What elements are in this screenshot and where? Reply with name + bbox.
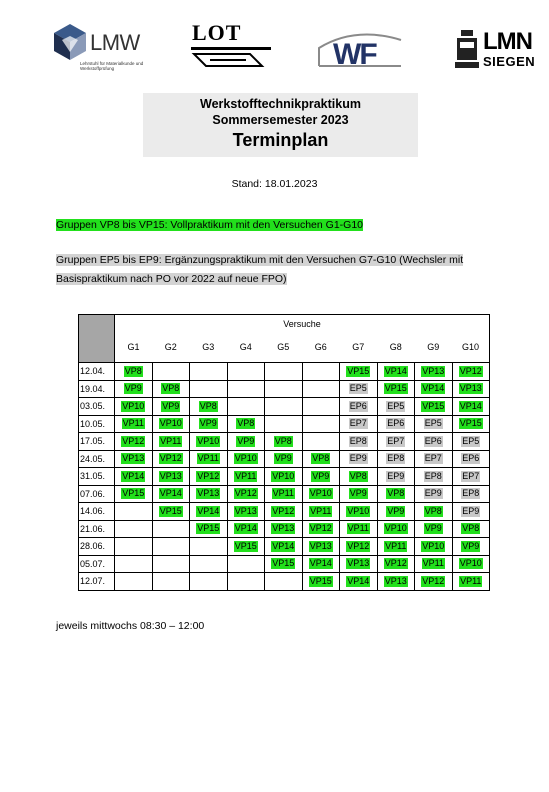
row-date: 03.05. [79, 398, 115, 416]
table-cell [377, 398, 415, 416]
ep-group-label: EP9 [462, 505, 480, 516]
vp-group-label: VP15 [159, 505, 182, 516]
ergaenzungspraktikum-text: Gruppen EP5 bis EP9: Ergänzungspraktikum mit den Versuchen G7-G10 (Wechsler mit Basispraktikum nach PO vor 2022 auf neue FPO) [56, 254, 464, 285]
group-header-g7: G7 [340, 332, 378, 363]
table-cell [340, 520, 378, 538]
group-header-g2: G2 [152, 332, 190, 363]
vp-group-label: VP12 [122, 435, 145, 446]
table-cell [377, 503, 415, 521]
vp-group-label: VP14 [159, 488, 182, 499]
group-header-g3: G3 [190, 332, 228, 363]
row-date: 24.05. [79, 450, 115, 468]
table-cell [227, 520, 265, 538]
table-cell [115, 398, 153, 416]
vp-group-label: VP14 [309, 558, 332, 569]
table-cell [152, 398, 190, 416]
group-header-g5: G5 [265, 332, 303, 363]
ep-group-label: EP5 [349, 383, 367, 394]
vp-group-label: VP12 [159, 453, 182, 464]
table-row [79, 415, 490, 433]
table-cell [377, 555, 415, 573]
vp-group-label: VP12 [384, 558, 407, 569]
vp-group-label: VP13 [122, 453, 145, 464]
lmn-logo-subtext: SIEGEN [483, 54, 536, 69]
table-cell [227, 380, 265, 398]
lwf-logo [315, 28, 405, 73]
page-title: Terminplan [232, 130, 329, 150]
vp-group-label: VP13 [197, 488, 220, 499]
vp-group-label: VP8 [462, 523, 480, 534]
table-cell [340, 433, 378, 451]
vp-group-label: VP8 [312, 453, 330, 464]
table-cell [190, 520, 228, 538]
vp-group-label: VP13 [309, 540, 332, 551]
lwf-logo-text: WF [333, 38, 376, 71]
ep-group-label: EP7 [349, 418, 367, 429]
vp-group-label: VP10 [272, 470, 295, 481]
table-cell [115, 450, 153, 468]
vp-group-label: VP12 [422, 575, 445, 586]
group-header-row [79, 332, 490, 363]
table-cell [227, 573, 265, 591]
vp-group-label: VP13 [347, 558, 370, 569]
vp-group-label: VP15 [234, 540, 257, 551]
vp-group-label: VP9 [424, 523, 442, 534]
vp-group-label: VP11 [197, 453, 219, 464]
lmn-logo-text: LMN [483, 28, 532, 55]
group-header-g10: G10 [452, 332, 490, 363]
table-cell [265, 468, 303, 486]
table-cell [452, 468, 490, 486]
vp-group-label: VP14 [347, 575, 370, 586]
ep-group-label: EP7 [387, 435, 405, 446]
table-cell [152, 468, 190, 486]
row-date: 17.05. [79, 433, 115, 451]
table-cell [115, 555, 153, 573]
row-date: 28.06. [79, 538, 115, 556]
table-cell [265, 363, 303, 381]
table-row [79, 363, 490, 381]
table-cell [152, 433, 190, 451]
table-cell [190, 468, 228, 486]
table-cell [377, 380, 415, 398]
vp-group-label: VP11 [347, 523, 369, 534]
vp-group-label: VP10 [122, 400, 145, 411]
table-cell [190, 398, 228, 416]
table-cell [227, 433, 265, 451]
table-cell [415, 555, 453, 573]
table-cell [265, 520, 303, 538]
table-cell [152, 415, 190, 433]
table-cell [415, 415, 453, 433]
vp-group-label: VP9 [312, 470, 330, 481]
ep-group-label: EP7 [424, 453, 442, 464]
title-line-1: Werkstofftechnikpraktikum [200, 97, 361, 111]
group-header-g9: G9 [415, 332, 453, 363]
vp-group-label: VP15 [459, 418, 482, 429]
table-cell [415, 503, 453, 521]
table-cell [227, 468, 265, 486]
table-cell [265, 415, 303, 433]
ep-group-label: EP7 [462, 470, 480, 481]
table-cell [302, 415, 340, 433]
lmw-logo [52, 22, 162, 82]
table-cell [415, 363, 453, 381]
title-block [143, 93, 418, 157]
lmn-machine-icon [455, 30, 479, 70]
lot-logo [190, 22, 272, 70]
table-cell [302, 450, 340, 468]
vp-group-label: VP9 [462, 540, 480, 551]
table-cell [302, 398, 340, 416]
table-cell [227, 398, 265, 416]
table-cell [152, 538, 190, 556]
row-date: 31.05. [79, 468, 115, 486]
vp-group-label: VP10 [347, 505, 370, 516]
group-header-g8: G8 [377, 332, 415, 363]
table-cell [415, 468, 453, 486]
vp-group-label: VP14 [234, 523, 257, 534]
table-row [79, 468, 490, 486]
vp-group-label: VP10 [159, 418, 182, 429]
table-cell [265, 503, 303, 521]
table-cell [302, 433, 340, 451]
table-cell [227, 538, 265, 556]
vp-group-label: VP8 [387, 488, 405, 499]
table-row [79, 485, 490, 503]
table-cell [265, 398, 303, 416]
vp-group-label: VP10 [422, 540, 445, 551]
lmw-logo-subtitle: Lehrstuhl für Materialkunde und Werkstoffprüfung [80, 61, 144, 71]
table-row [79, 450, 490, 468]
vp-group-label: VP8 [274, 435, 292, 446]
vp-group-label: VP11 [235, 470, 257, 481]
vp-group-label: VP15 [122, 488, 145, 499]
table-cell [340, 415, 378, 433]
title-line-2: Sommersemester 2023 [212, 113, 349, 127]
vp-group-label: VP10 [234, 453, 257, 464]
vp-group-label: VP8 [424, 505, 442, 516]
vp-group-label: VP13 [234, 505, 257, 516]
vp-group-label: VP14 [384, 365, 407, 376]
table-cell [452, 380, 490, 398]
table-cell [190, 503, 228, 521]
ep-group-label: EP6 [462, 453, 480, 464]
table-cell [227, 485, 265, 503]
table-cell [115, 380, 153, 398]
table-cell [415, 450, 453, 468]
table-cell [265, 573, 303, 591]
vp-group-label: VP13 [159, 470, 182, 481]
table-cell [152, 503, 190, 521]
vp-group-label: VP10 [384, 523, 407, 534]
table-row [79, 380, 490, 398]
row-date: 07.06. [79, 485, 115, 503]
table-corner [79, 315, 115, 363]
schedule-body [79, 363, 490, 591]
vp-group-label: VP9 [274, 453, 292, 464]
stand-date: Stand: 18.01.2023 [231, 178, 318, 190]
table-cell [452, 485, 490, 503]
vollpraktikum-text: Gruppen VP8 bis VP15: Vollpraktikum mit den Versuchen G1-G10 [56, 219, 363, 231]
table-cell [227, 415, 265, 433]
vp-group-label: VP10 [459, 558, 482, 569]
row-date: 21.06. [79, 520, 115, 538]
row-date: 19.04. [79, 380, 115, 398]
table-cell [302, 468, 340, 486]
lot-logo-text: LOT [192, 20, 242, 45]
table-cell [227, 363, 265, 381]
table-cell [152, 573, 190, 591]
table-cell [452, 520, 490, 538]
table-cell [452, 398, 490, 416]
vp-group-label: VP15 [309, 575, 332, 586]
vp-group-label: VP8 [199, 400, 217, 411]
table-cell [152, 363, 190, 381]
vp-group-label: VP11 [272, 488, 294, 499]
vp-group-label: VP11 [160, 435, 182, 446]
table-cell [152, 450, 190, 468]
row-date: 12.04. [79, 363, 115, 381]
vp-group-label: VP13 [384, 575, 407, 586]
vp-group-label: VP9 [162, 400, 180, 411]
vp-group-label: VP8 [237, 418, 255, 429]
ep-group-label: EP6 [424, 435, 442, 446]
table-cell [190, 450, 228, 468]
table-cell [190, 555, 228, 573]
table-cell [152, 485, 190, 503]
table-cell [340, 538, 378, 556]
vp-group-label: VP12 [197, 470, 220, 481]
table-cell [415, 573, 453, 591]
vp-group-label: VP15 [384, 383, 407, 394]
vp-group-label: VP12 [309, 523, 332, 534]
table-row [79, 573, 490, 591]
table-cell [115, 573, 153, 591]
table-cell [115, 433, 153, 451]
lmn-logo [455, 28, 545, 76]
table-cell [152, 520, 190, 538]
table-cell [115, 468, 153, 486]
table-cell [190, 433, 228, 451]
vp-group-label: VP13 [272, 523, 295, 534]
ep-group-label: EP8 [387, 453, 405, 464]
versuche-header: Versuche [115, 315, 490, 333]
table-cell [452, 538, 490, 556]
lot-logo-mark-icon [190, 46, 272, 70]
ep-group-label: EP9 [424, 488, 442, 499]
vp-group-label: VP12 [272, 505, 295, 516]
table-cell [340, 380, 378, 398]
time-note: jeweils mittwochs 08:30 – 12:00 [56, 620, 205, 632]
table-cell [415, 485, 453, 503]
table-cell [452, 573, 490, 591]
table-cell [377, 538, 415, 556]
table-cell [115, 363, 153, 381]
table-row [79, 503, 490, 521]
table-cell [452, 415, 490, 433]
vp-group-label: VP13 [422, 365, 445, 376]
vp-group-label: VP11 [310, 505, 332, 516]
group-header-g6: G6 [302, 332, 340, 363]
table-cell [115, 503, 153, 521]
vp-group-label: VP15 [422, 400, 445, 411]
ep-group-label: EP8 [424, 470, 442, 481]
vp-group-label: VP12 [347, 540, 370, 551]
table-cell [377, 520, 415, 538]
vp-group-label: VP12 [234, 488, 257, 499]
table-row [79, 398, 490, 416]
row-date: 14.06. [79, 503, 115, 521]
table-cell [415, 380, 453, 398]
vp-group-label: VP11 [385, 540, 407, 551]
table-row [79, 555, 490, 573]
table-cell [190, 573, 228, 591]
ep-group-label: EP5 [387, 400, 405, 411]
table-cell [302, 380, 340, 398]
group-header-g4: G4 [227, 332, 265, 363]
table-cell [452, 503, 490, 521]
table-cell [302, 520, 340, 538]
table-cell [340, 555, 378, 573]
table-row [79, 538, 490, 556]
table-cell [377, 468, 415, 486]
table-cell [415, 520, 453, 538]
vp-group-label: VP9 [387, 505, 405, 516]
table-cell [265, 538, 303, 556]
ep-group-label: EP8 [462, 488, 480, 499]
table-row [79, 433, 490, 451]
table-cell [415, 433, 453, 451]
vp-group-label: VP14 [272, 540, 295, 551]
table-cell [452, 433, 490, 451]
table-cell [340, 503, 378, 521]
table-cell [377, 415, 415, 433]
table-cell [452, 450, 490, 468]
ergaenzungspraktikum-info [56, 251, 506, 289]
table-cell [190, 485, 228, 503]
vp-group-label: VP14 [422, 383, 445, 394]
vp-group-label: VP12 [459, 365, 482, 376]
table-cell [265, 485, 303, 503]
vp-group-label: VP9 [237, 435, 255, 446]
vp-group-label: VP9 [124, 383, 142, 394]
vp-group-label: VP8 [162, 383, 180, 394]
table-cell [302, 573, 340, 591]
table-cell [302, 363, 340, 381]
table-cell [415, 538, 453, 556]
table-cell [265, 450, 303, 468]
table-cell [265, 433, 303, 451]
table-cell [190, 380, 228, 398]
vp-group-label: VP13 [459, 383, 482, 394]
table-cell [302, 503, 340, 521]
row-date: 12.07. [79, 573, 115, 591]
ep-group-label: EP5 [424, 418, 442, 429]
ep-group-label: EP6 [349, 400, 367, 411]
vp-group-label: VP8 [124, 365, 142, 376]
table-cell [377, 450, 415, 468]
vp-group-label: VP8 [349, 470, 367, 481]
vp-group-label: VP14 [459, 400, 482, 411]
ep-group-label: EP5 [462, 435, 480, 446]
table-cell [115, 538, 153, 556]
table-cell [190, 538, 228, 556]
table-cell [377, 573, 415, 591]
vp-group-label: VP10 [197, 435, 220, 446]
table-cell [227, 503, 265, 521]
table-cell [115, 485, 153, 503]
table-cell [302, 555, 340, 573]
table-cell [340, 573, 378, 591]
table-cell [302, 538, 340, 556]
vp-group-label: VP9 [349, 488, 367, 499]
vp-group-label: VP10 [309, 488, 332, 499]
table-cell [115, 415, 153, 433]
table-cell [265, 380, 303, 398]
table-cell [115, 520, 153, 538]
ep-group-label: EP8 [349, 435, 367, 446]
table-cell [377, 363, 415, 381]
table-cell [227, 450, 265, 468]
table-cell [377, 485, 415, 503]
vp-group-label: VP11 [422, 558, 444, 569]
table-cell [152, 380, 190, 398]
table-cell [265, 555, 303, 573]
table-cell [452, 363, 490, 381]
vp-group-label: VP14 [197, 505, 220, 516]
schedule-table [78, 314, 490, 591]
table-cell [340, 485, 378, 503]
table-cell [227, 555, 265, 573]
vp-group-label: VP15 [347, 365, 370, 376]
lmw-logo-text: LMW [90, 30, 140, 55]
table-cell [340, 450, 378, 468]
vp-group-label: VP15 [272, 558, 295, 569]
table-cell [340, 363, 378, 381]
vp-group-label: VP9 [199, 418, 217, 429]
table-cell [377, 433, 415, 451]
table-cell [190, 415, 228, 433]
vollpraktikum-info [56, 216, 363, 235]
vp-group-label: VP14 [122, 470, 145, 481]
ep-group-label: EP9 [387, 470, 405, 481]
group-header-g1: G1 [115, 332, 153, 363]
table-cell [152, 555, 190, 573]
vp-group-label: VP11 [460, 575, 482, 586]
lmw-cube-icon [52, 22, 88, 62]
table-cell [452, 555, 490, 573]
table-cell [190, 363, 228, 381]
table-cell [415, 398, 453, 416]
row-date: 10.05. [79, 415, 115, 433]
table-cell [340, 468, 378, 486]
table-cell [302, 485, 340, 503]
row-date: 05.07. [79, 555, 115, 573]
ep-group-label: EP6 [387, 418, 405, 429]
vp-group-label: VP11 [122, 418, 144, 429]
table-cell [340, 398, 378, 416]
vp-group-label: VP15 [197, 523, 220, 534]
table-row [79, 520, 490, 538]
ep-group-label: EP9 [349, 453, 367, 464]
